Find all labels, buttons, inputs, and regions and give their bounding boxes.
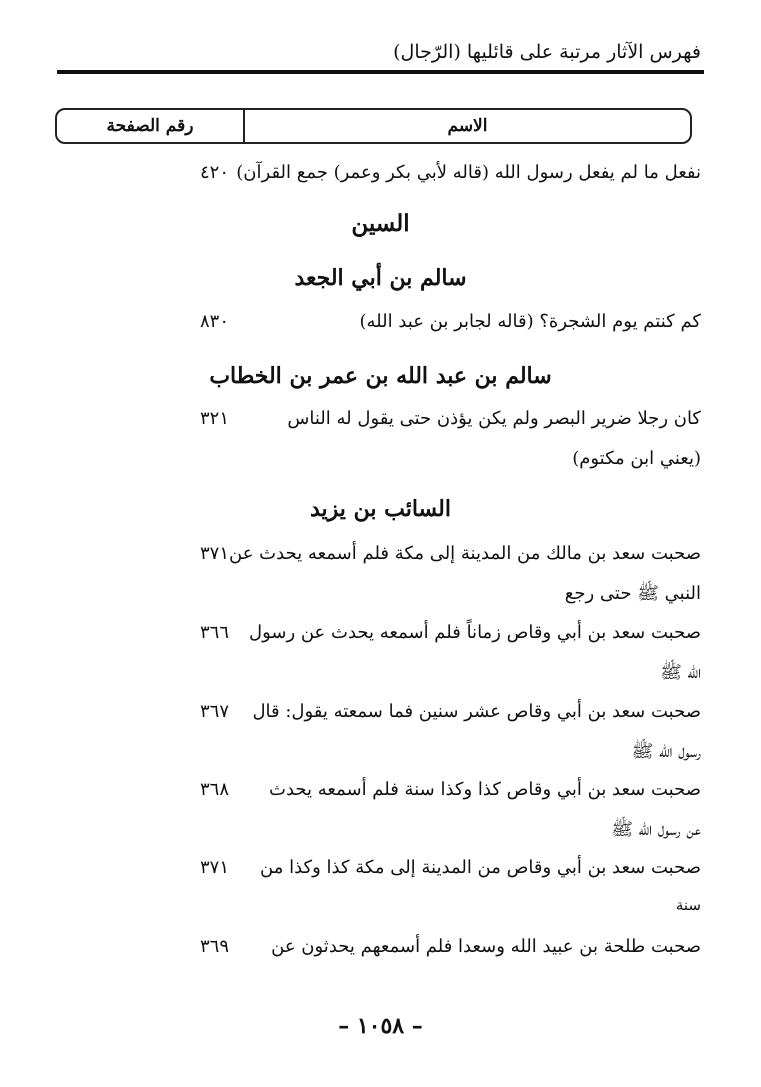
entry-text-continuation: رسول الله ﷺ xyxy=(631,741,701,762)
entry-page-number: ٨٣٠ xyxy=(200,311,230,332)
column-header-name: الاسم xyxy=(447,116,488,136)
index-entry xyxy=(60,543,701,571)
entry-page-number: ٣٧١ xyxy=(200,543,230,564)
index-entry-continuation xyxy=(60,661,701,689)
entry-text: كم كنتم يوم الشجرة؟ (قاله لجابر بن عبد الله) xyxy=(359,311,701,332)
entry-page-number: ٣٢١ xyxy=(200,408,230,429)
header-rule xyxy=(57,70,704,74)
index-entry xyxy=(60,857,701,885)
entry-text: كان رجلا ضرير البصر ولم يكن يؤذن حتى يقول له الناس xyxy=(287,408,701,429)
entry-text: نفعل ما لم يفعل رسول الله (قاله لأبي بكر وعمر) جمع القرآن) xyxy=(236,162,701,183)
page-number-footer: – ١٠٥٨ – xyxy=(338,1013,423,1039)
entry-text: صحبت سعد بن أبي وقاص عشر سنين فما سمعته يقول: قال xyxy=(252,701,701,722)
entry-text-continuation: عن رسول الله ﷺ xyxy=(611,819,701,840)
entry-text: صحبت سعد بن أبي وقاص كذا وكذا سنة فلم أسمعه يحدث xyxy=(269,779,701,800)
index-entry-continuation xyxy=(60,582,701,610)
index-entry xyxy=(60,622,701,650)
index-entry xyxy=(60,779,701,807)
index-entry-continuation xyxy=(60,448,701,476)
entry-page-number: ٤٢٠ xyxy=(200,162,230,183)
section-letter-heading: السين xyxy=(351,210,410,237)
index-table-header xyxy=(55,108,692,144)
entry-text-continuation: سنة xyxy=(675,896,701,914)
entry-text-continuation: الله ﷺ xyxy=(660,662,701,683)
entry-text: صحبت سعد بن مالك من المدينة إلى مكة فلم أسمعه يحدث عن xyxy=(229,543,701,564)
index-entry xyxy=(60,408,701,436)
narrator-heading: السائب بن يزيد xyxy=(310,496,451,522)
entry-text-continuation: (يعني ابن مكتوم) xyxy=(572,448,701,469)
entry-page-number: ٣٦٧ xyxy=(200,701,230,722)
entry-text: صحبت سعد بن أبي وقاص من المدينة إلى مكة كذا وكذا من xyxy=(260,857,701,878)
narrator-heading: سالم بن أبي الجعد xyxy=(294,265,467,291)
index-entry xyxy=(60,701,701,729)
entry-page-number: ٣٧١ xyxy=(200,857,230,878)
index-entry-continuation xyxy=(60,896,701,924)
entry-text: صحبت طلحة بن عبيد الله وسعدا فلم أسمعهم يحدثون عن xyxy=(271,936,701,957)
narrator-heading: سالم بن عبد الله بن عمر بن الخطاب xyxy=(209,363,552,389)
entry-text-continuation: النبي ﷺ حتى رجع xyxy=(564,583,701,604)
index-entry xyxy=(60,311,701,339)
running-header: فهرس الآثار مرتبة على قائليها (الرّجال) xyxy=(393,41,701,63)
entry-text: صحبت سعد بن أبي وقاص زماناً فلم أسمعه يحدث عن رسول xyxy=(248,622,701,643)
column-header-page: رقم الصفحة xyxy=(57,110,245,142)
index-entry xyxy=(60,162,701,190)
entry-page-number: ٣٦٩ xyxy=(200,936,230,957)
entry-page-number: ٣٦٨ xyxy=(200,779,230,800)
index-entry-continuation xyxy=(60,818,701,846)
index-entry-continuation xyxy=(60,740,701,768)
entry-page-number: ٣٦٦ xyxy=(200,622,230,643)
index-entry xyxy=(60,936,701,964)
